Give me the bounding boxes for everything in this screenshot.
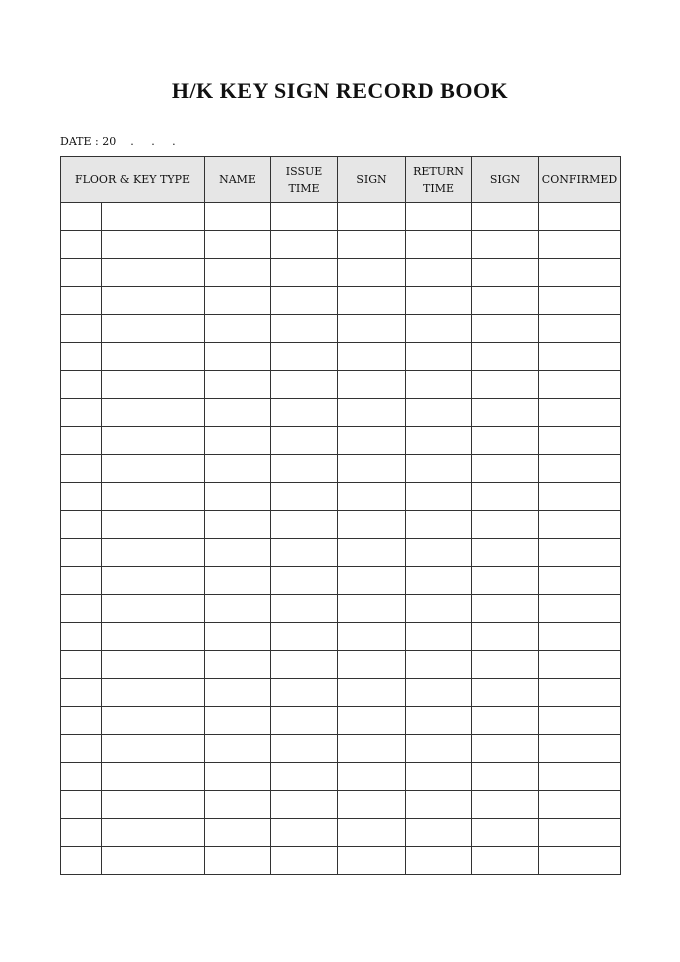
table-row (61, 539, 621, 567)
floor-cell (61, 483, 102, 511)
sign-return-cell (472, 791, 539, 819)
return-time-cell (406, 371, 472, 399)
key-type-cell (102, 399, 205, 427)
table-row (61, 315, 621, 343)
confirmed-cell (539, 427, 621, 455)
issue-time-cell (271, 651, 338, 679)
name-cell (205, 763, 271, 791)
issue-time-cell (271, 427, 338, 455)
issue-time-cell (271, 511, 338, 539)
confirmed-cell (539, 847, 621, 875)
floor-cell (61, 567, 102, 595)
confirmed-cell (539, 315, 621, 343)
name-cell (205, 231, 271, 259)
return-time-cell (406, 399, 472, 427)
table-row (61, 707, 621, 735)
sign-issue-cell (338, 819, 406, 847)
header-name: NAME (205, 157, 271, 203)
key-type-cell (102, 371, 205, 399)
confirmed-cell (539, 567, 621, 595)
header-confirmed: CONFIRMED (539, 157, 621, 203)
sign-issue-cell (338, 315, 406, 343)
name-cell (205, 315, 271, 343)
sign-issue-cell (338, 343, 406, 371)
sign-return-cell (472, 399, 539, 427)
sign-issue-cell (338, 371, 406, 399)
confirmed-cell (539, 763, 621, 791)
issue-time-cell (271, 259, 338, 287)
sign-return-cell (472, 287, 539, 315)
table-row (61, 399, 621, 427)
key-sign-record-table (60, 156, 621, 875)
issue-time-cell (271, 679, 338, 707)
confirmed-cell (539, 679, 621, 707)
sign-issue-cell (338, 539, 406, 567)
return-time-cell (406, 455, 472, 483)
return-time-cell (406, 259, 472, 287)
floor-cell (61, 595, 102, 623)
name-cell (205, 679, 271, 707)
issue-time-cell (271, 203, 338, 231)
key-type-cell (102, 511, 205, 539)
table-row (61, 623, 621, 651)
sign-issue-cell (338, 735, 406, 763)
table-row (61, 735, 621, 763)
name-cell (205, 735, 271, 763)
issue-time-cell (271, 315, 338, 343)
return-time-cell (406, 763, 472, 791)
floor-cell (61, 679, 102, 707)
sign-issue-cell (338, 679, 406, 707)
name-cell (205, 455, 271, 483)
sign-return-cell (472, 259, 539, 287)
table-row (61, 595, 621, 623)
sign-issue-cell (338, 707, 406, 735)
sign-issue-cell (338, 259, 406, 287)
return-time-cell (406, 707, 472, 735)
confirmed-cell (539, 203, 621, 231)
table-row (61, 567, 621, 595)
confirmed-cell (539, 231, 621, 259)
confirmed-cell (539, 287, 621, 315)
sign-issue-cell (338, 483, 406, 511)
sign-return-cell (472, 343, 539, 371)
sign-return-cell (472, 679, 539, 707)
floor-cell (61, 847, 102, 875)
sign-return-cell (472, 595, 539, 623)
sign-return-cell (472, 623, 539, 651)
sign-return-cell (472, 371, 539, 399)
return-time-cell (406, 539, 472, 567)
confirmed-cell (539, 735, 621, 763)
sign-issue-cell (338, 231, 406, 259)
header-issue-time: ISSUE TIME (271, 157, 338, 203)
return-time-cell (406, 511, 472, 539)
confirmed-cell (539, 623, 621, 651)
issue-time-cell (271, 735, 338, 763)
key-type-cell (102, 203, 205, 231)
return-time-cell (406, 847, 472, 875)
floor-cell (61, 259, 102, 287)
table-row (61, 483, 621, 511)
date-field: DATE : 20 . . . (60, 135, 176, 148)
key-type-cell (102, 259, 205, 287)
sign-return-cell (472, 427, 539, 455)
floor-cell (61, 623, 102, 651)
table-row (61, 763, 621, 791)
confirmed-cell (539, 539, 621, 567)
name-cell (205, 623, 271, 651)
return-time-cell (406, 427, 472, 455)
issue-time-cell (271, 847, 338, 875)
name-cell (205, 371, 271, 399)
sign-issue-cell (338, 651, 406, 679)
floor-cell (61, 287, 102, 315)
table-row (61, 203, 621, 231)
key-type-cell (102, 287, 205, 315)
sign-return-cell (472, 455, 539, 483)
issue-time-cell (271, 343, 338, 371)
return-time-cell (406, 735, 472, 763)
name-cell (205, 427, 271, 455)
issue-time-cell (271, 763, 338, 791)
issue-time-cell (271, 567, 338, 595)
key-type-cell (102, 651, 205, 679)
sign-issue-cell (338, 427, 406, 455)
sign-issue-cell (338, 511, 406, 539)
page-title: H/K KEY SIGN RECORD BOOK (171, 78, 509, 103)
key-type-cell (102, 791, 205, 819)
floor-cell (61, 315, 102, 343)
sign-issue-cell (338, 567, 406, 595)
table-row (61, 819, 621, 847)
issue-time-cell (271, 483, 338, 511)
sign-issue-cell (338, 763, 406, 791)
floor-cell (61, 203, 102, 231)
key-type-cell (102, 427, 205, 455)
confirmed-cell (539, 819, 621, 847)
header-sign-return: SIGN (472, 157, 539, 203)
key-type-cell (102, 567, 205, 595)
name-cell (205, 287, 271, 315)
table-row (61, 511, 621, 539)
sign-issue-cell (338, 595, 406, 623)
return-time-cell (406, 791, 472, 819)
confirmed-cell (539, 791, 621, 819)
header-return-time: RETURN TIME (406, 157, 472, 203)
sign-issue-cell (338, 203, 406, 231)
name-cell (205, 791, 271, 819)
issue-time-cell (271, 595, 338, 623)
sign-return-cell (472, 707, 539, 735)
sign-return-cell (472, 315, 539, 343)
sign-return-cell (472, 203, 539, 231)
confirmed-cell (539, 399, 621, 427)
floor-cell (61, 399, 102, 427)
return-time-cell (406, 287, 472, 315)
return-time-cell (406, 231, 472, 259)
floor-cell (61, 791, 102, 819)
sign-issue-cell (338, 623, 406, 651)
issue-time-cell (271, 623, 338, 651)
table-row (61, 651, 621, 679)
issue-time-cell (271, 819, 338, 847)
table-header-row (61, 157, 621, 203)
key-type-cell (102, 623, 205, 651)
floor-cell (61, 651, 102, 679)
table-row (61, 371, 621, 399)
sign-return-cell (472, 847, 539, 875)
sign-return-cell (472, 483, 539, 511)
issue-time-cell (271, 231, 338, 259)
sign-return-cell (472, 651, 539, 679)
name-cell (205, 847, 271, 875)
confirmed-cell (539, 259, 621, 287)
key-type-cell (102, 707, 205, 735)
key-type-cell (102, 735, 205, 763)
table-row (61, 455, 621, 483)
confirmed-cell (539, 511, 621, 539)
key-type-cell (102, 763, 205, 791)
sign-return-cell (472, 511, 539, 539)
name-cell (205, 595, 271, 623)
header-sign-issue: SIGN (338, 157, 406, 203)
return-time-cell (406, 623, 472, 651)
sign-return-cell (472, 231, 539, 259)
name-cell (205, 819, 271, 847)
return-time-cell (406, 819, 472, 847)
sign-return-cell (472, 819, 539, 847)
name-cell (205, 651, 271, 679)
return-time-cell (406, 567, 472, 595)
issue-time-cell (271, 707, 338, 735)
issue-time-cell (271, 371, 338, 399)
sign-issue-cell (338, 847, 406, 875)
floor-cell (61, 707, 102, 735)
confirmed-cell (539, 343, 621, 371)
issue-time-cell (271, 539, 338, 567)
table-body (61, 203, 621, 875)
table-row (61, 679, 621, 707)
name-cell (205, 511, 271, 539)
floor-cell (61, 763, 102, 791)
floor-cell (61, 427, 102, 455)
table-row (61, 287, 621, 315)
floor-cell (61, 819, 102, 847)
sign-issue-cell (338, 791, 406, 819)
key-type-cell (102, 539, 205, 567)
return-time-cell (406, 315, 472, 343)
issue-time-cell (271, 791, 338, 819)
key-type-cell (102, 483, 205, 511)
table-row (61, 343, 621, 371)
confirmed-cell (539, 595, 621, 623)
return-time-cell (406, 203, 472, 231)
key-type-cell (102, 343, 205, 371)
issue-time-cell (271, 287, 338, 315)
table-row (61, 847, 621, 875)
name-cell (205, 203, 271, 231)
sign-issue-cell (338, 399, 406, 427)
sign-return-cell (472, 539, 539, 567)
floor-cell (61, 539, 102, 567)
table-row (61, 427, 621, 455)
issue-time-cell (271, 455, 338, 483)
sign-return-cell (472, 763, 539, 791)
name-cell (205, 483, 271, 511)
confirmed-cell (539, 483, 621, 511)
floor-cell (61, 231, 102, 259)
confirmed-cell (539, 455, 621, 483)
sign-issue-cell (338, 287, 406, 315)
return-time-cell (406, 343, 472, 371)
floor-cell (61, 371, 102, 399)
floor-cell (61, 343, 102, 371)
confirmed-cell (539, 371, 621, 399)
key-type-cell (102, 679, 205, 707)
floor-cell (61, 511, 102, 539)
name-cell (205, 539, 271, 567)
key-type-cell (102, 315, 205, 343)
floor-cell (61, 735, 102, 763)
confirmed-cell (539, 651, 621, 679)
key-type-cell (102, 819, 205, 847)
key-type-cell (102, 595, 205, 623)
return-time-cell (406, 651, 472, 679)
return-time-cell (406, 595, 472, 623)
table-row (61, 791, 621, 819)
floor-cell (61, 455, 102, 483)
return-time-cell (406, 483, 472, 511)
sign-issue-cell (338, 455, 406, 483)
header-floor-key-type: FLOOR & KEY TYPE (61, 157, 205, 203)
confirmed-cell (539, 707, 621, 735)
name-cell (205, 259, 271, 287)
key-type-cell (102, 231, 205, 259)
name-cell (205, 567, 271, 595)
name-cell (205, 399, 271, 427)
sign-return-cell (472, 567, 539, 595)
name-cell (205, 707, 271, 735)
return-time-cell (406, 679, 472, 707)
table-row (61, 231, 621, 259)
name-cell (205, 343, 271, 371)
table-row (61, 259, 621, 287)
key-type-cell (102, 847, 205, 875)
key-type-cell (102, 455, 205, 483)
sign-return-cell (472, 735, 539, 763)
issue-time-cell (271, 399, 338, 427)
